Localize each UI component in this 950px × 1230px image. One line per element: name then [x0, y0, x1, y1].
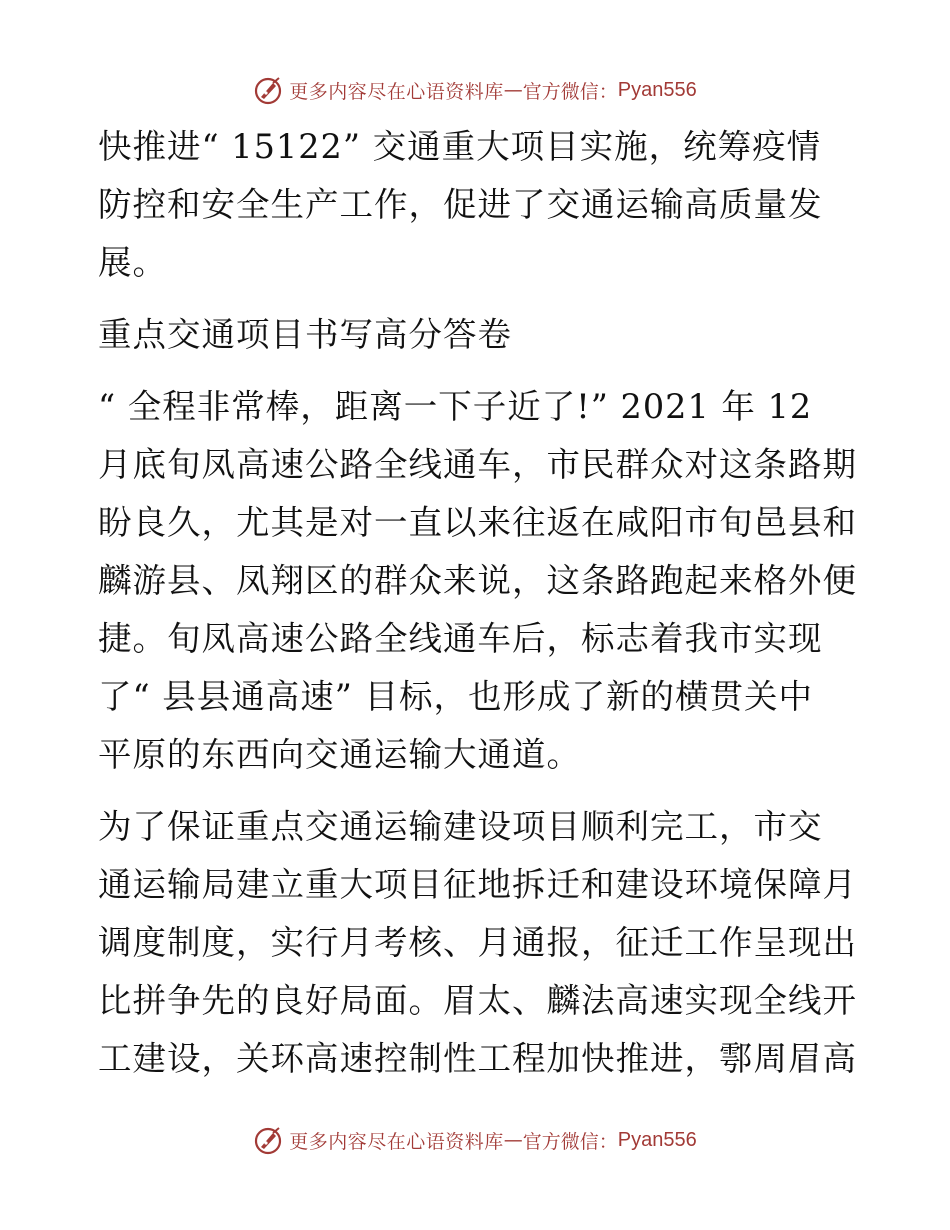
banner-wechat-label: 官方微信：: [522, 80, 618, 103]
paragraph-1: [98, 118, 858, 292]
text-line: 工建设，关环高速控制性工程加快推进，鄠周眉高: [98, 1039, 857, 1078]
banner-site-text: 更多内容尽在心语资料库: [289, 1130, 504, 1153]
banner-dash: —: [503, 1129, 523, 1151]
paragraph-3: [98, 798, 858, 1088]
text-line: 平原的东西向交通运输大通道。: [98, 735, 581, 774]
banner-wechat-id: Pyan556: [617, 78, 697, 101]
quill-logo-icon: [253, 1125, 283, 1155]
text-line: 防控和安全生产工作，促进了交通运输高质量发: [98, 185, 823, 224]
header-banner: [0, 70, 950, 110]
text-line: 通运输局建立重大项目征地拆迁和建设环境保障月: [98, 865, 857, 904]
text-line: 盼良久，尤其是对一直以来往返在咸阳市旬邑县和: [98, 503, 857, 542]
text-line: 比拼争先的良好局面。眉太、麟法高速实现全线开: [98, 981, 857, 1020]
banner-site-text: 更多内容尽在心语资料库: [289, 80, 504, 103]
paragraph-2: [98, 378, 858, 784]
text-line: 麟游县、凤翔区的群众来说，这条路跑起来格外便: [98, 561, 857, 600]
text-line: 调度制度，实行月考核、月通报，征迁工作呈现出: [98, 923, 857, 962]
text-line: “ 全程非常棒，距离一下子近了!” 2021 年 12: [98, 387, 813, 426]
text-line: 展。: [98, 243, 167, 282]
text-line: 为了保证重点交通运输建设项目顺利完工，市交: [98, 807, 823, 846]
banner-dash: —: [503, 79, 523, 101]
section-heading: 重点交通项目书写高分答卷: [98, 315, 512, 354]
text-line: 了“ 县县通高速” 目标，也形成了新的横贯关中: [98, 677, 814, 716]
footer-banner: [0, 1120, 950, 1160]
banner-wechat-label: 官方微信：: [522, 1130, 618, 1153]
text-line: 捷。旬凤高速公路全线通车后，标志着我市实现: [98, 619, 823, 658]
text-line: 月底旬凤高速公路全线通车，市民群众对这条路期: [98, 445, 857, 484]
text-line: 快推进“ 15122” 交通重大项目实施，统筹疫情: [98, 127, 822, 166]
document-body: [98, 118, 858, 1088]
banner-wechat-id: Pyan556: [617, 1128, 697, 1151]
quill-logo-icon: [253, 75, 283, 105]
